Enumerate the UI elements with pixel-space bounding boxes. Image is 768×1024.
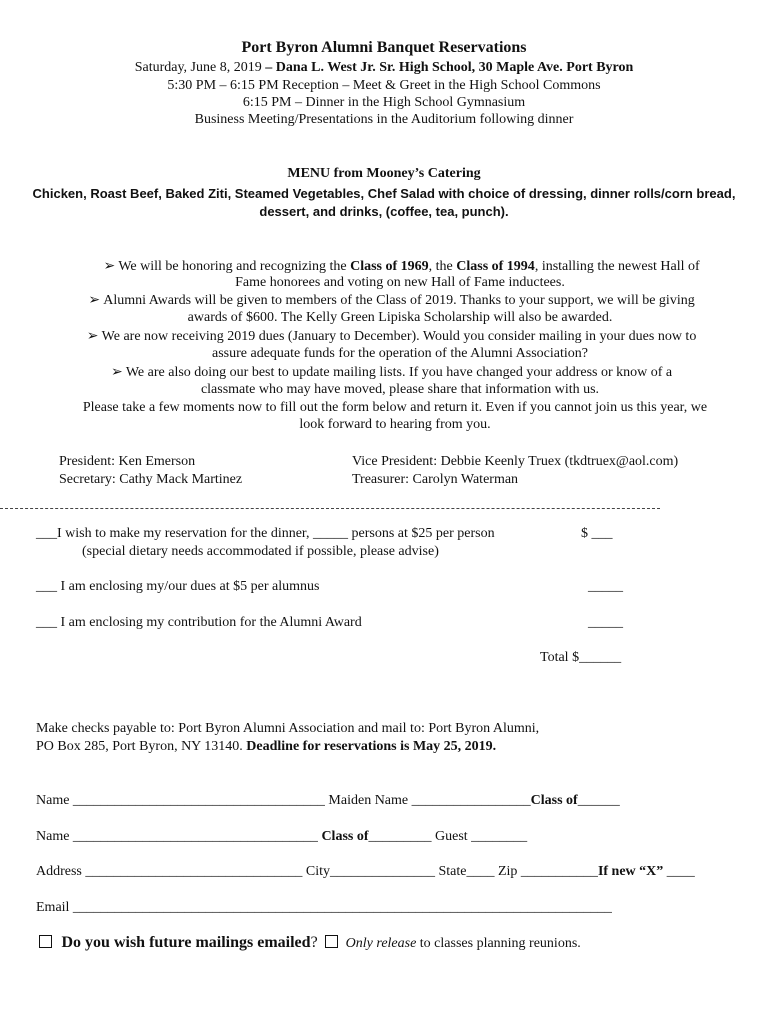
closing-line1: Please take a few moments now to fill out the form below and return it. Even if you cannot join us this year, we xyxy=(82,400,708,415)
class-1969: Class of 1969 xyxy=(350,259,429,274)
class-of-blank: ______ xyxy=(577,793,620,808)
reservation-line: ___I wish to make my reservation for the dinner, _____ persons at $25 per person xyxy=(36,526,495,541)
bullet-mailing-lists xyxy=(40,364,740,381)
payment-line2 xyxy=(36,739,496,755)
question-mark: ? xyxy=(310,934,318,951)
reservation-amount: $ ___ xyxy=(581,526,613,541)
if-new-blank: ____ xyxy=(663,864,695,879)
name-field-1[interactable] xyxy=(36,793,620,809)
menu-items-line2: dessert, and drinks, (coffee, tea, punch). xyxy=(259,204,509,219)
name-label: Name ___________________________________ xyxy=(36,829,322,844)
vice-president: Vice President: Debbie Keenly Truex (tkdtruex@aol.com) xyxy=(352,454,679,469)
arrow-bullet-icon: ➢ xyxy=(110,365,123,380)
email-opt-in-checkbox[interactable] xyxy=(39,935,52,948)
bullet-text: We are now receiving 2019 dues (January to December). Would you consider mailing in your dues now to xyxy=(101,329,697,344)
email-opt-in xyxy=(39,934,581,952)
cut-line-divider xyxy=(0,508,660,509)
dues-amount: _____ xyxy=(588,579,623,594)
treasurer: Treasurer: Carolyn Waterman xyxy=(352,472,519,487)
dietary-note: (special dietary needs accommodated if possible, please advise) xyxy=(82,544,439,559)
release-note: to classes planning reunions. xyxy=(416,936,581,951)
event-venue: Dana L. West Jr. Sr. High School, 30 Maple Ave. Port Byron xyxy=(275,60,634,75)
menu-heading: MENU from Mooney’s Catering xyxy=(287,166,481,181)
deadline: Deadline for reservations is May 25, 2019. xyxy=(246,739,497,754)
event-date-separator: – xyxy=(261,60,276,75)
bullet-text: , the xyxy=(428,259,457,274)
bullet-text: Alumni Awards will be given to members of the Class of 2019. Thanks to your support, we will be giving xyxy=(103,293,695,308)
class-of-label: Class of xyxy=(530,793,578,808)
email-field[interactable]: Email _____________________________________________________________________________ xyxy=(36,900,612,915)
bullet-awards-line2: awards of $600. The Kelly Green Lipiska Scholarship will also be awarded. xyxy=(187,310,613,325)
meeting-line: Business Meeting/Presentations in the Auditorium following dinner xyxy=(194,112,574,127)
release-checkbox[interactable] xyxy=(325,935,338,948)
bullet-text: We will be honoring and recognizing the xyxy=(118,259,351,274)
bullet-text: We are also doing our best to update mailing lists. If you have changed your address or know of a xyxy=(125,365,673,380)
bullet-dues-line2: assure adequate funds for the operation of the Alumni Association? xyxy=(212,346,588,361)
event-date: Saturday, June 8, 2019 xyxy=(134,60,262,75)
name-field-2[interactable] xyxy=(36,829,527,845)
event-date-venue xyxy=(0,60,768,76)
contribution-line: ___ I am enclosing my contribution for the Alumni Award xyxy=(36,615,362,630)
only-release: Only release xyxy=(345,936,417,951)
arrow-bullet-icon: ➢ xyxy=(88,293,101,308)
mailing-address: PO Box 285, Port Byron, NY 13140. xyxy=(36,739,247,754)
guest-label: _________ Guest ________ xyxy=(368,829,528,844)
arrow-bullet-icon: ➢ xyxy=(103,259,116,274)
opt-in-question: Do you wish future mailings emailed xyxy=(61,934,311,951)
bullet-mailing-lists-line2: classmate who may have moved, please share that information with us. xyxy=(200,382,600,397)
dinner-line: 6:15 PM – Dinner in the High School Gymnasium xyxy=(242,95,526,110)
bullet-dues xyxy=(40,328,740,345)
arrow-bullet-icon: ➢ xyxy=(86,329,99,344)
bullet-text: , installing the newest Hall of xyxy=(534,259,700,274)
secretary: Secretary: Cathy Mack Martinez xyxy=(59,472,243,487)
class-1994: Class of 1994 xyxy=(456,259,535,274)
bullet-honoring xyxy=(60,258,740,275)
dues-line: ___ I am enclosing my/our dues at $5 per alumnus xyxy=(36,579,320,594)
if-new-label: If new “X” xyxy=(597,864,664,879)
total-line: Total $______ xyxy=(540,650,622,665)
name-label: Name ____________________________________ Maiden Name _________________ xyxy=(36,793,531,808)
class-of-label: Class of xyxy=(321,829,369,844)
menu-items-line1: Chicken, Roast Beef, Baked Ziti, Steamed Vegetables, Chef Salad with choice of dressing, dinner rolls/corn bread, xyxy=(32,186,736,201)
address-field[interactable] xyxy=(36,864,695,880)
president: President: Ken Emerson xyxy=(59,454,196,469)
payment-line1: Make checks payable to: Port Byron Alumni Association and mail to: Port Byron Alumni, xyxy=(36,721,540,736)
reception-line: 5:30 PM – 6:15 PM Reception – Meet & Greet in the High School Commons xyxy=(167,78,601,93)
page-title: Port Byron Alumni Banquet Reservations xyxy=(241,39,527,56)
contribution-amount: _____ xyxy=(588,615,623,630)
bullet-honoring-line2: Fame honorees and voting on new Hall of Fame inductees. xyxy=(235,275,565,290)
address-label: Address _______________________________ City_______________ State____ Zip ___________ xyxy=(36,864,598,879)
closing-line2: look forward to hearing from you. xyxy=(299,417,491,432)
bullet-awards xyxy=(40,292,740,309)
